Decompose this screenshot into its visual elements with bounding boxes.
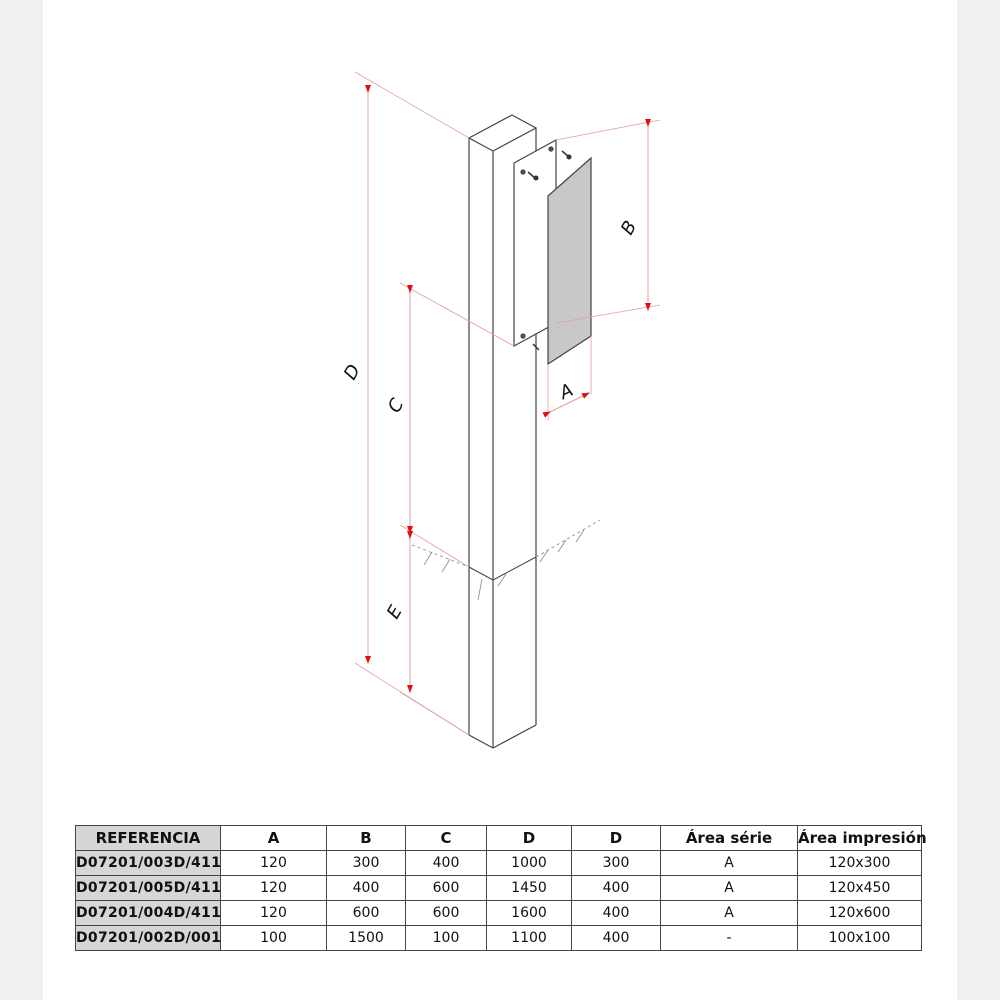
cell-area-serie: A — [661, 876, 798, 901]
cell-c: 600 — [406, 901, 487, 926]
cell-area-serie: A — [661, 901, 798, 926]
cell-a: 120 — [221, 901, 327, 926]
dim-label-a: A — [556, 379, 577, 404]
cell-d-second: 400 — [572, 876, 661, 901]
cell-b: 1500 — [327, 926, 406, 951]
cell-ref: D07201/002D/001 — [76, 926, 221, 951]
specifications-table — [75, 825, 927, 951]
dim-label-e: E — [382, 602, 407, 623]
table-row — [76, 851, 922, 876]
dim-label-c: C — [383, 395, 409, 417]
dim-label-b: B — [616, 217, 642, 239]
table-row — [76, 926, 922, 951]
cell-area-impresion: 120x300 — [798, 851, 922, 876]
cell-b: 400 — [327, 876, 406, 901]
header-referencia: REFERENCIA — [76, 826, 221, 851]
cell-a: 120 — [221, 851, 327, 876]
header-c: C — [406, 826, 487, 851]
cell-b: 300 — [327, 851, 406, 876]
cell-b: 600 — [327, 901, 406, 926]
header-b: B — [327, 826, 406, 851]
cell-a: 120 — [221, 876, 327, 901]
header-a: A — [221, 826, 327, 851]
cell-ref: D07201/005D/411 — [76, 876, 221, 901]
cell-area-impresion: 120x600 — [798, 901, 922, 926]
header-area-impresion: Área impresión — [798, 826, 922, 851]
ground-hatch — [412, 520, 600, 600]
header-d: D — [487, 826, 572, 851]
dimension-lines — [368, 92, 648, 692]
cell-area-impresion: 120x450 — [798, 876, 922, 901]
cell-d: 1600 — [487, 901, 572, 926]
header-area-serie: Área série — [661, 826, 798, 851]
cell-c: 600 — [406, 876, 487, 901]
cell-d: 1000 — [487, 851, 572, 876]
cell-d: 1100 — [487, 926, 572, 951]
cell-c: 100 — [406, 926, 487, 951]
header-d-second: D — [572, 826, 661, 851]
cell-a: 100 — [221, 926, 327, 951]
table-row — [76, 876, 922, 901]
cell-ref: D07201/003D/411 — [76, 851, 221, 876]
cell-c: 400 — [406, 851, 487, 876]
cell-area-serie: - — [661, 926, 798, 951]
dim-label-d: D — [339, 361, 365, 384]
cell-d-second: 400 — [572, 901, 661, 926]
cell-ref: D07201/004D/411 — [76, 901, 221, 926]
cell-d: 1450 — [487, 876, 572, 901]
cell-area-impresion: 100x100 — [798, 926, 922, 951]
cell-d-second: 400 — [572, 926, 661, 951]
table-row — [76, 901, 922, 926]
cell-d-second: 300 — [572, 851, 661, 876]
cell-area-serie: A — [661, 851, 798, 876]
table-header-row — [76, 826, 922, 851]
